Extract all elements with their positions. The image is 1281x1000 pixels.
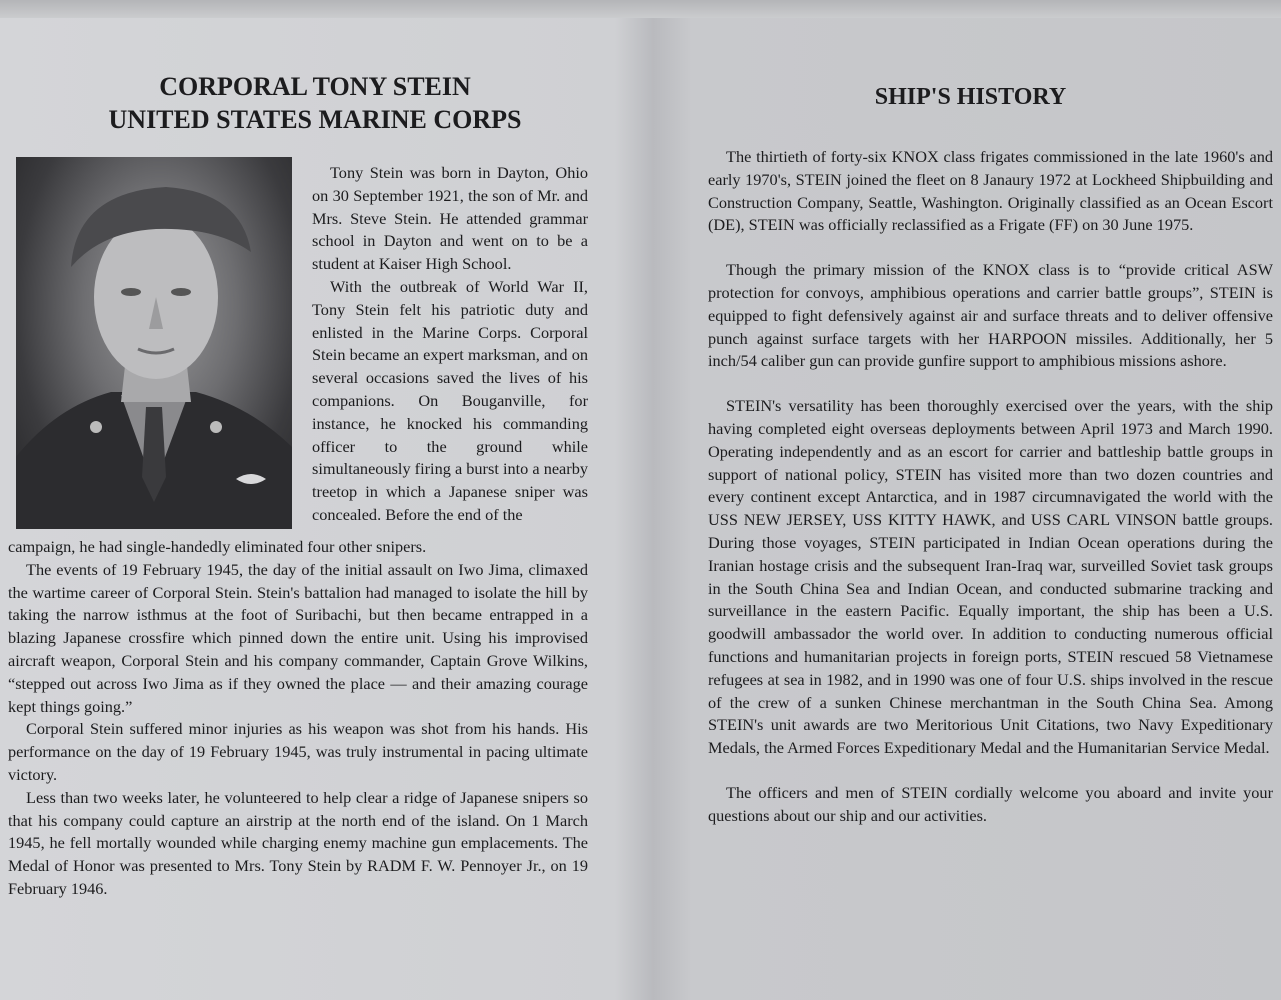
bio-title-line2: UNITED STATES MARINE CORPS: [108, 105, 522, 134]
portrait-photo: [16, 157, 292, 529]
left-page: [0, 0, 630, 1000]
bio-paragraph-injury: Corporal Stein suffered minor injuries as his weapon was shot from his hands. His performance on the day of 19 February 1945, was truly instrumental in pacing ultimate victory.: [8, 719, 588, 784]
ship-paragraph-commission: The thirtieth of forty-six KNOX class frigates commissioned in the late 1960's and early 1970's, STEIN joined the fleet on 8 Janaury 1972 at Lockheed Shipbuilding and Construction Company, Seattle, Washington. Originally classified as an Ocean Escort (DE), STEIN was officially reclassified as a Frigate (FF) on 30 June 1975.: [708, 147, 1273, 235]
bio-title: [0, 70, 630, 136]
ship-history-title: SHIP'S HISTORY: [874, 84, 1067, 110]
bio-paragraph-iwo-jima: The events of 19 February 1945, the day of the initial assault on Iwo Jima, climaxed the wartime career of Corporal Stein. Stein's battalion had managed to isolate the hill by taking the narrow isthmus at the foot of Suribachi, but then became entrapped in a blazing Japanese crossfire which pinned down the entire unit. Using his improvised aircraft weapon, Corporal Stein and his company commander, Captain Grove Wilkins, “stepped out across Iwo Jima as if they owned the place — and their amazing courage kept things going.”: [8, 559, 588, 716]
bio-paragraph-birth: Tony Stein was born in Dayton, Ohio on 30 September 1921, the son of Mr. and Mrs. Steve Stein. He attended grammar school in Dayton and went on to be a student at Kaiser High School.: [312, 163, 588, 274]
right-page: [660, 0, 1281, 1000]
ship-paragraph-mission: Though the primary mission of the KNOX class is to “provide critical ASW protection for convoys, amphibious operations and carrier battle groups”, STEIN is equipped to fight defensively against air and surface threats and to deliver offensive punch against surface targets with her HARPOON missiles. Additionally, her 5 inch/54 caliber gun can provide gunfire support to amphibious missions ashore.: [708, 260, 1273, 371]
bio-paragraph-enlist-cont: campaign, he had single-handedly eliminated four other snipers.: [8, 537, 427, 556]
ship-paragraph-welcome: The officers and men of STEIN cordially welcome you aboard and invite your questions about our ship and our activities.: [708, 782, 1273, 825]
bio-paragraph-medal: Less than two weeks later, he volunteered to help clear a ridge of Japanese snipers so that his company could capture an airstrip at the north end of the island. On 1 March 1945, he fell mortally wounded while charging enemy machine gun emplacements. The Medal of Honor was presented to Mrs. Tony Stein by RADM F. W. Pennoyer Jr., on 19 February 1946.: [8, 787, 588, 898]
ship-paragraph-versatility: STEIN's versatility has been thoroughly exercised over the years, with the ship having completed eight overseas deployments between April 1973 and March 1990. Operating independently and as an escort for carrier and battleship battle groups in support of national policy, STEIN has visited more than two dozen countries and every continent except Antarctica, and in 1987 circumnavigated the world with the USS NEW JERSEY, USS KITTY HAWK, and USS CARL VINSON battle groups. During those voyages, STEIN participated in Indian Ocean operations during the Iranian hostage crisis and the subsequent Iran-Iraq war, surveilled Soviet task groups in the South China Sea and Indian Ocean, and conducted submarine tracking and surveillance in the eastern Pacific. Equally important, the ship has been a U.S. goodwill ambassador the world over. In addition to conducting numerous official functions and humanitarian projects in foreign ports, STEIN rescued 58 Vietnamese refugees at sea in 1982, and in 1990 was one of four U.S. ships involved in the rescue of the crew of a sunken Chinese merchantman in the South China Sea. Among STEIN's unit awards are two Meritorious Unit Citations, two Navy Expeditionary Medals, the Armed Forces Expeditionary Medal and the Humanitarian Service Medal.: [708, 396, 1273, 758]
bio-title-line1: CORPORAL TONY STEIN: [159, 72, 471, 101]
bio-wrapped-text: [312, 162, 588, 527]
ship-history-text: [708, 146, 1273, 850]
bio-paragraph-enlist: With the outbreak of World War II, Tony Stein felt his patriotic duty and enlisted in the Marine Corps. Corporal Stein became an expert marksman, and on several occasions saved the lives of his companions. On Bouganville, for instance, he knocked his commanding officer to the ground while simultaneously firing a burst into a nearby treetop in which a Japanese sniper was concealed. Before the end of the: [312, 276, 588, 524]
bio-full-text: [8, 536, 588, 901]
